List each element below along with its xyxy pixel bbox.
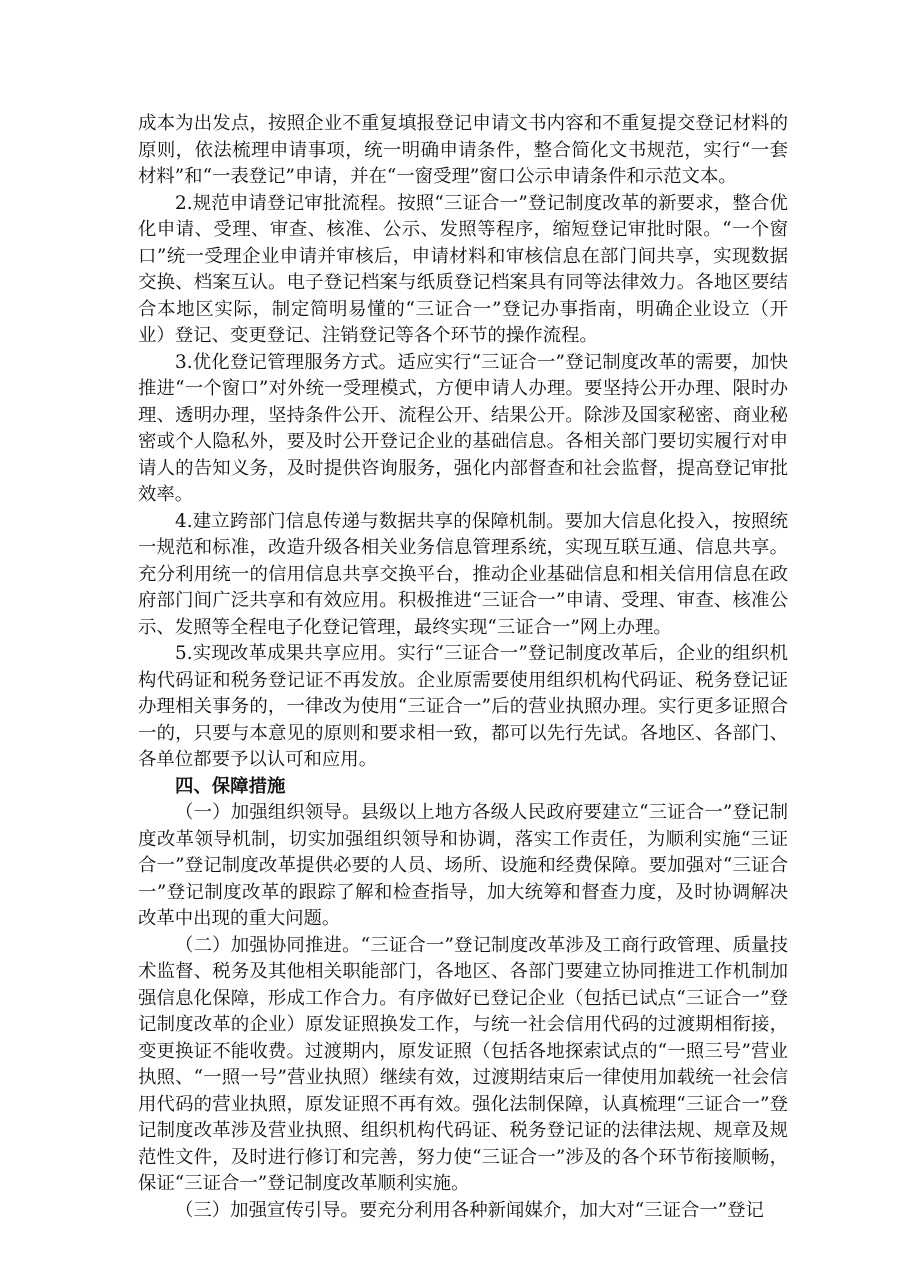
paragraph-safeguard-1-leadership: （一）加强组织领导。县级以上地方各级人民政府要建立“三证合一”登记制度改革领导机制，切实加强组织领导和协调，落实工作责任，为顺利实施“三证合一”登记制度改革提供必要的人员、场所、设施和经费保障。要加强对“三证合一”登记制度改革的跟踪了解和检查指导，加大统筹和督查力度，及时协调解决改革中出现的重大问题。 — [138, 802, 788, 929]
paragraph-2-standardize-approval: 2.规范申请登记审批流程。按照“三证合一”登记制度改革的新要求，整合优化申请、受理、审查、核准、公示、发照等程序，缩短登记审批时限。“一个窗口”统一受理企业申请并审核后，申请材料和审核信息在部门间共享，实现数据交换、档案互认。电子登记档案与纸质登记档案具有同等法律效力。各地区要结合本地区实际，制定简明易懂的“三证合一”登记办事指南，明确企业设立（开业）登记、变更登记、注销登记等各个环节的操作流程。 — [138, 192, 788, 346]
paragraph-continuation: 成本为出发点，按照企业不重复填报登记申请文书内容和不重复提交登记材料的原则，依法梳理申请事项，统一明确申请条件，整合简化文书规范，实行“一套材料”和“一表登记”申请，并在“一窗受理”窗口公示申请条件和示范文本。 — [138, 113, 788, 187]
paragraph-safeguard-3-publicity: （三）加强宣传引导。要充分利用各种新闻媒介，加大对“三证合一”登记 — [175, 1199, 764, 1221]
section-heading-safeguards: 四、保障措施 — [175, 775, 286, 797]
paragraph-4-data-sharing: 4.建立跨部门信息传递与数据共享的保障机制。要加大信息化投入，按照统一规范和标准，改造升级各相关业务信息管理系统，实现互联互通、信息共享。充分利用统一的信用信息共享交换平台，推动企业基础信息和相关信用信息在政府部门间广泛共享和有效应用。积极推进“三证合一”申请、受理、审查、核准公示、发照等全程电子化登记管理，最终实现“三证合一”网上办理。 — [138, 510, 788, 638]
paragraph-3-optimize-service: 3.优化登记管理服务方式。适应实行“三证合一”登记制度改革的需要，加快推进“一个窗口”对外统一受理模式，方便申请人办理。要坚持公开办理、限时办理、透明办理，坚持条件公开、流程公开、结果公开。除涉及国家秘密、商业秘密或个人隐私外，要及时公开登记企业的基础信息。各相关部门要切实履行对申请人的告知义务，及时提供咨询服务，强化内部督查和社会监督，提高登记审批效率。 — [138, 351, 788, 505]
document-body — [138, 111, 788, 1224]
paragraph-safeguard-2-coordination: （二）加强协同推进。“三证合一”登记制度改革涉及工商行政管理、质量技术监督、税务及其他相关职能部门，各地区、各部门要建立协同推进工作机制加强信息化保障，形成工作合力。有序做好已登记企业（包括已试点“三证合一”登记制度改革的企业）原发证照换发工作，与统一社会信用代码的过渡期相衔接，变更换证不能收费。过渡期内，原发证照（包括各地探索试点的“一照三号”营业执照、“一照一号”营业执照）继续有效，过渡期结束后一律使用加载统一社会信用代码的营业执照，原发证照不再有效。强化法制保障，认真梳理“三证合一”登记制度改革涉及营业执照、组织机构代码证、税务登记证的法律法规、规章及规范性文件，及时进行修订和完善，努力使“三证合一”涉及的各个环节衔接顺畅，保证“三证合一”登记制度改革顺利实施。 — [138, 934, 788, 1194]
paragraph-5-shared-application: 5.实现改革成果共享应用。实行“三证合一”登记制度改革后，企业的组织机构代码证和税务登记证不再发放。企业原需要使用组织机构代码证、税务登记证办理相关事务的，一律改为使用“三证合一”后的营业执照办理。实行更多证照合一的，只要与本意见的原则和要求相一致，都可以先行先试。各地区、各部门、各单位都要予以认可和应用。 — [138, 643, 788, 770]
